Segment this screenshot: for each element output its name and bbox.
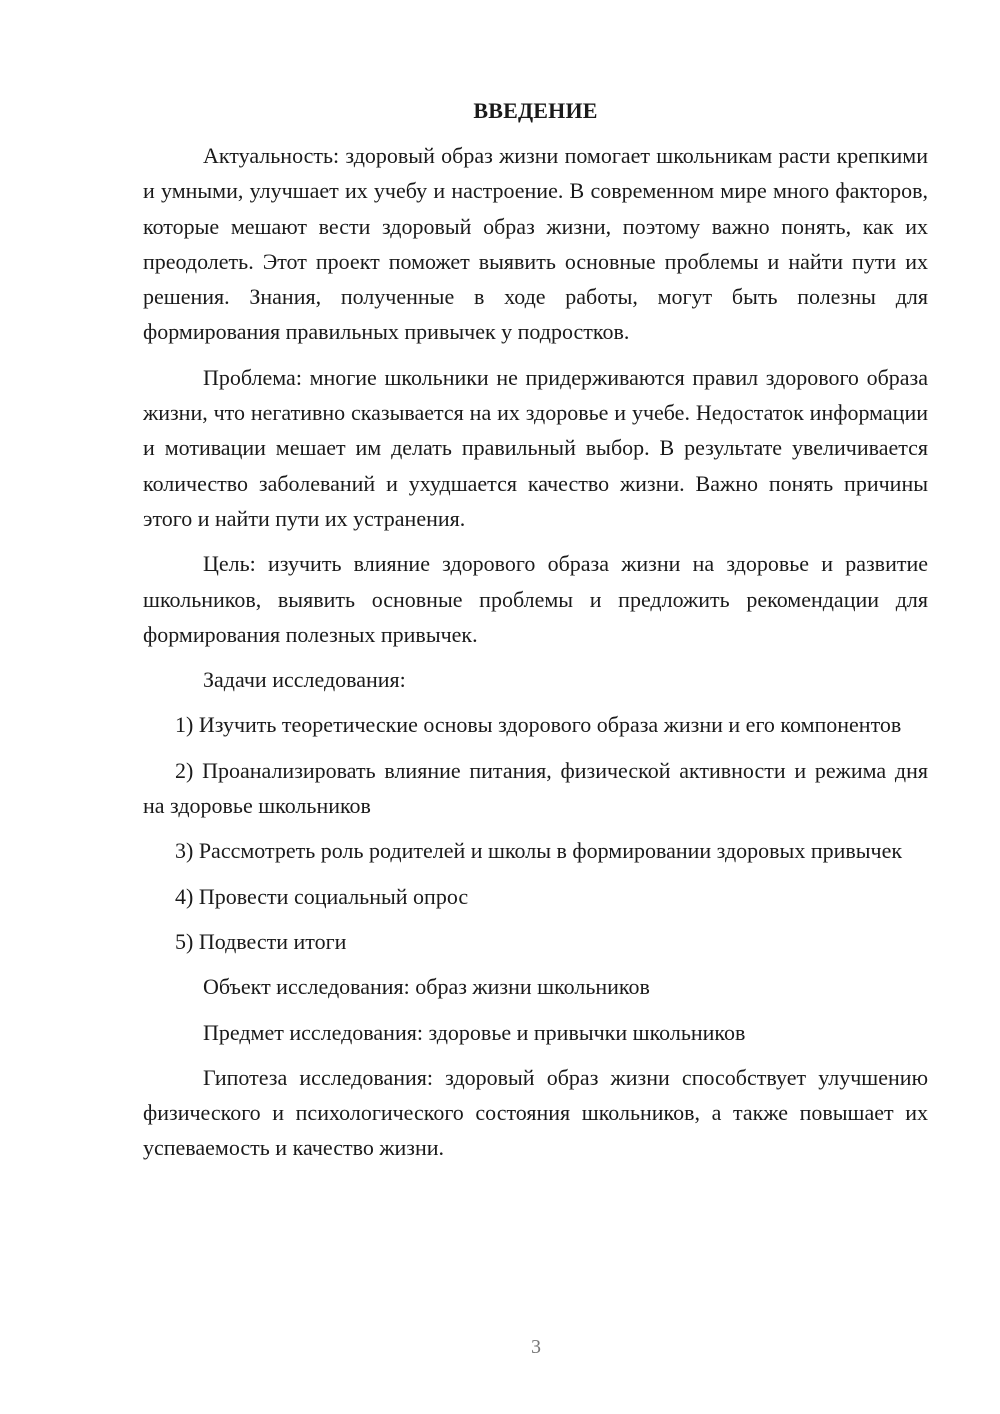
goal-paragraph: Цель: изучить влияние здорового образа жизни на здоровье и развитие школьников, выявить основные проблемы и предложить рекомендации для формирования полезных привычек. [143, 551, 928, 647]
research-object: Объект исследования: образ жизни школьников [203, 974, 650, 1000]
task-item-3: 3) Рассмотреть роль родителей и школы в формировании здоровых привычек [175, 838, 903, 864]
page-content [143, 96, 928, 1176]
task-item-4: 4) Провести социальный опрос [175, 883, 469, 909]
tasks-title: Задачи исследования: [203, 667, 406, 693]
problem-paragraph: Проблема: многие школьники не придерживаются правил здорового образа жизни, что негативно сказывается на их здоровье и учебе. Недостаток информации и мотивации мешает им делать правильный выбор. В результате увеличивается количество заболеваний и ухудшается качество жизни. Важно понять причины этого и найти пути их устранения. [143, 364, 928, 531]
research-subject: Предмет исследования: здоровье и привычки школьников [203, 1019, 746, 1045]
section-heading: ВВЕДЕНИЕ [473, 98, 598, 123]
task-item-1: 1) Изучить теоретические основы здорового образа жизни и его компонентов [175, 712, 902, 738]
page-number: 3 [531, 1336, 541, 1358]
task-item-5: 5) Подвести итоги [175, 928, 347, 954]
research-hypothesis: Гипотеза исследования: здоровый образ жизни способствует улучшению физического и психологического состояния школьников, а также повышает их успеваемость и качество жизни. [143, 1064, 928, 1161]
tasks-list [143, 707, 928, 959]
task-item-2: 2) Проанализировать влияние питания, физической активности и режима дня на здоровье школьников [143, 757, 928, 819]
relevance-paragraph: Актуальность: здоровый образ жизни помогает школьникам расти крепкими и умными, улучшает их учебу и настроение. В современном мире много факторов, которые мешают вести здоровый образ жизни, поэтому важно понять, как их преодолеть. Этот проект поможет выявить основные проблемы и найти пути их решения. Знания, полученные в ходе работы, могут быть полезны для формирования правильных привычек у подростков. [143, 143, 928, 345]
